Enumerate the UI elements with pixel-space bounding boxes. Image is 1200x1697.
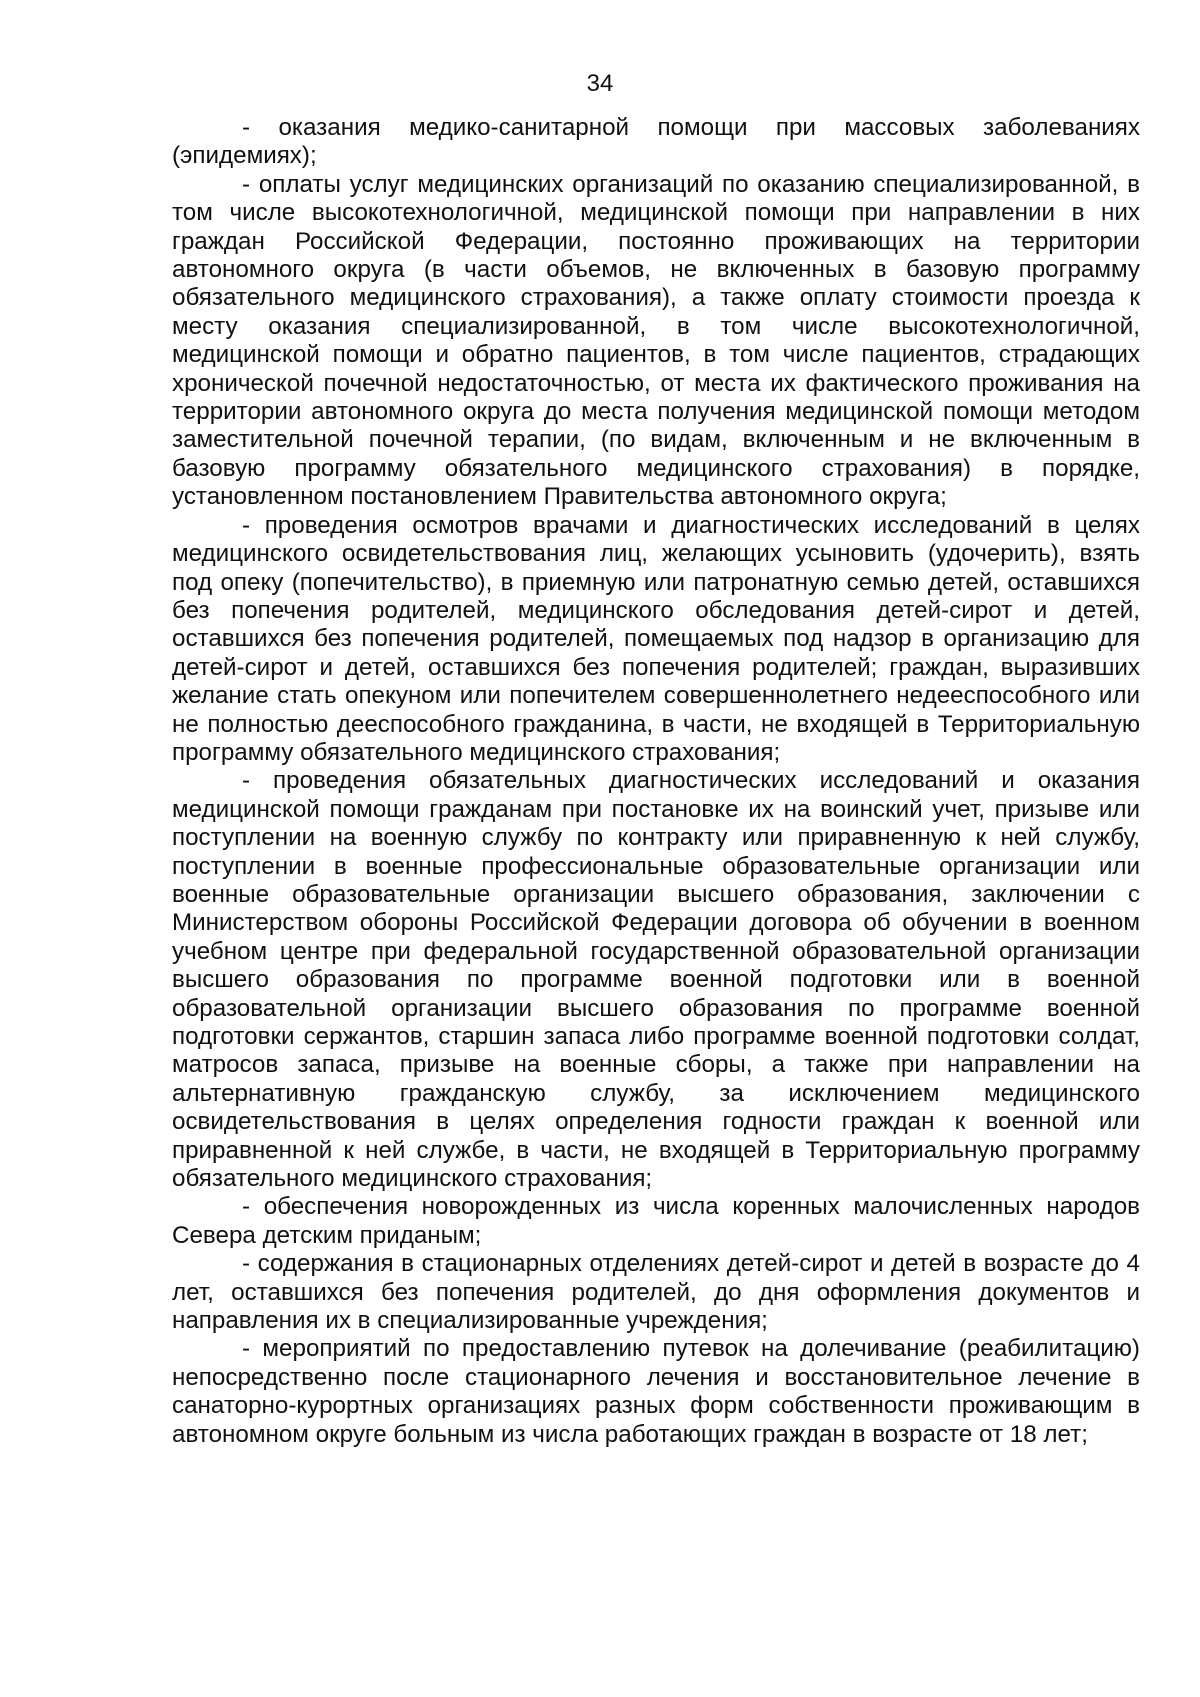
document-body — [172, 114, 1140, 1449]
paragraph-military-registration-exams: - проведения обязательных диагностических исследований и оказания медицинской помощи гражданам при постановке их на воинский учет, призыве или поступлении на военную службу по контракту или приравненную к ней службу, поступлении в военные профессиональные образовательные организации или военные образовательные организации высшего образования, заключении с Министерством обороны Российской Федерации договора об обучении в военном учебном центре при федеральной государственной образовательной организации высшего образования по программе военной подготовки или в военной образовательной организации высшего образования по программе военной подготовки сержантов, старшин запаса либо программе военной подготовки солдат, матросов запаса, призыве на военные сборы, а также при направлении на альтернативную гражданскую службу, за исключением медицинского освидетельствования в целях определения годности граждан к военной или приравненной к ней службе, в части, не входящей в Территориальную программу обязательного медицинского страхования; — [172, 767, 1140, 1193]
paragraph-orphan-maintenance: - содержания в стационарных отделениях детей-сирот и детей в возрасте до 4 лет, оставшихся без попечения родителей, до дня оформления документов и направления их в специализированные учреждения; — [172, 1250, 1140, 1335]
page-number: 34 — [586, 70, 614, 97]
paragraph-newborn-dowry: - обеспечения новорожденных из числа коренных малочисленных народов Севера детским приданым; — [172, 1193, 1140, 1249]
paragraph-epidemic-care: - оказания медико-санитарной помощи при массовых заболеваниях (эпидемиях); — [172, 114, 1140, 170]
paragraph-adoption-examinations: - проведения осмотров врачами и диагностических исследований в целях медицинского освидетельствования лиц, желающих усыновить (удочерить), взять под опеку (попечительство), в приемную или патронатную семью детей, оставшихся без попечения родителей, медицинского обследования детей-сирот и детей, оставшихся без попечения родителей, помещаемых под надзор в организацию для детей-сирот и детей, оставшихся без попечения родителей; граждан, выразивших желание стать опекуном или попечителем совершеннолетнего недееспособного или не полностью дееспособного гражданина, в части, не входящей в Территориальную программу обязательного медицинского страхования; — [172, 511, 1140, 766]
paragraph-rehabilitation-vouchers: - мероприятий по предоставлению путевок на долечивание (реабилитацию) непосредственно после стационарного лечения и восстановительное лечение в санаторно-курортных организациях разных форм собственности проживающим в автономном округе больным из числа работающих граждан в возрасте от 18 лет; — [172, 1335, 1140, 1448]
paragraph-specialized-care-payment: - оплаты услуг медицинских организаций по оказанию специализированной, в том числе высокотехнологичной, медицинской помощи при направлении в них граждан Российской Федерации, постоянно проживающих на территории автономного округа (в части объемов, не включенных в базовую программу обязательного медицинского страхования), а также оплату стоимости проезда к месту оказания специализированной, в том числе высокотехнологичной, медицинской помощи и обратно пациентов, в том числе пациентов, страдающих хронической почечной недостаточностью, от места их фактического проживания на территории автономного округа до места получения медицинской помощи методом заместительной почечной терапии, (по видам, включенным и не включенным в базовую программу обязательного медицинского страхования) в порядке, установленном постановлением Правительства автономного округа; — [172, 170, 1140, 511]
